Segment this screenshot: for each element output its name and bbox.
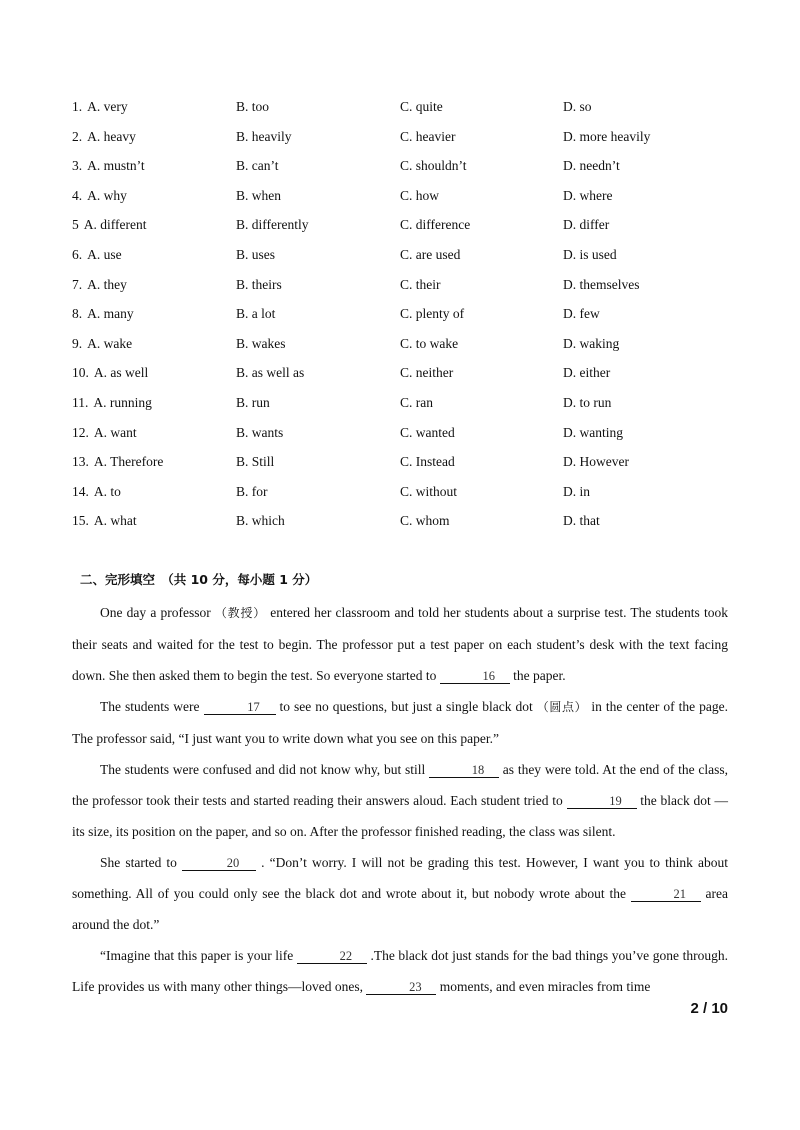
option-d: D. However (563, 454, 629, 470)
option-d: D. themselves (563, 276, 640, 292)
option-d: D. waking (563, 335, 620, 351)
option-b: B. differently (236, 217, 309, 233)
blank-16[interactable]: 16 (440, 669, 510, 684)
option-b: B. Still (236, 454, 275, 470)
blank-22[interactable]: 22 (297, 949, 367, 964)
option-c: C. Instead (400, 454, 455, 470)
option-c: C. heavier (400, 128, 456, 144)
option-b: B. a lot (236, 306, 276, 322)
blank-21[interactable]: 21 (631, 887, 701, 902)
option-a: 2. A. heavy (72, 128, 136, 144)
option-row (72, 392, 732, 422)
option-row (72, 333, 732, 363)
option-c: C. their (400, 276, 441, 292)
section-title: 二、完形填空 （共 10 分，每小题 1 分） (80, 572, 318, 587)
option-b: B. as well as (236, 365, 305, 381)
option-a: 10. A. as well (72, 365, 149, 381)
option-row (72, 126, 732, 156)
option-c: C. difference (400, 217, 471, 233)
paragraph-4: She started to 20 . “Don’t worry. I will not be grading this test. However, I want you to think about something. All of you could only see the black dot and wrote about it, but nobody wrote about the 21 area around the dot.” (72, 855, 728, 932)
option-a: 8. A. many (72, 306, 134, 322)
option-row (72, 510, 732, 540)
option-d: D. few (563, 306, 600, 322)
option-row (72, 244, 732, 274)
option-a: 15. A. what (72, 513, 137, 529)
option-b: B. wants (236, 424, 284, 440)
option-d: D. to run (563, 394, 612, 410)
option-a: 4. A. why (72, 187, 127, 203)
option-a: 3. A. mustn’t (72, 158, 145, 174)
option-d: D. wanting (563, 424, 623, 440)
option-row (72, 362, 732, 392)
option-c: C. without (400, 483, 458, 499)
option-row (72, 481, 732, 511)
option-c: C. how (400, 187, 440, 203)
option-d: D. more heavily (563, 128, 651, 144)
cloze-passage (72, 597, 728, 1002)
option-b: B. run (236, 394, 270, 410)
option-c: C. quite (400, 99, 443, 114)
option-a: 11. A. running (72, 394, 152, 410)
question-number: 9. (72, 335, 83, 351)
option-a: 7. A. they (72, 276, 127, 292)
blank-20[interactable]: 20 (182, 856, 256, 871)
blank-23[interactable]: 23 (366, 980, 436, 995)
question-number: 15. (72, 513, 89, 529)
question-number: 7. (72, 276, 83, 292)
option-row (72, 303, 732, 333)
option-d: D. needn’t (563, 158, 620, 174)
option-row (72, 274, 732, 304)
option-c: C. whom (400, 513, 450, 529)
blank-17[interactable]: 17 (204, 700, 276, 715)
option-d: D. is used (563, 246, 617, 262)
option-d: D. so (563, 99, 592, 114)
option-row (72, 155, 732, 185)
question-number: 3. (72, 158, 83, 174)
page-number: 2 / 10 (690, 1000, 728, 1017)
option-a: 9. A. wake (72, 335, 133, 351)
paragraph-1: One day a professor （教授） entered her classroom and told her students about a surprise test. The students took their seats and waited for the test to begin. The professor put a test paper on each student’s desk with the text facing down. She then asked them to begin the test. So everyone started to 16 the paper. (72, 605, 728, 683)
option-b: B. can’t (236, 158, 279, 174)
question-number: 5 (72, 217, 79, 233)
option-a: 5 A. different (72, 217, 147, 233)
question-number: 11. (72, 394, 89, 410)
option-b: B. when (236, 187, 281, 203)
option-c: C. wanted (400, 424, 455, 440)
blank-19[interactable]: 19 (567, 794, 637, 809)
option-c: C. plenty of (400, 306, 465, 322)
option-b: B. uses (236, 246, 276, 262)
blank-18[interactable]: 18 (429, 763, 499, 778)
paragraph-3: The students were confused and did not know why, but still 18 as they were told. At the end of the class, the professor took their tests and started reading their answers aloud. Each student tried to 19 the black dot — its size, its position on the paper, and so on. After the professor finished reading, the class was silent. (72, 762, 728, 839)
question-number: 10. (72, 365, 89, 381)
option-a: 13. A. Therefore (72, 454, 164, 470)
options-list (72, 96, 732, 540)
option-a: 12. A. want (72, 424, 137, 440)
option-d: D. that (563, 513, 600, 529)
option-b: B. heavily (236, 128, 292, 144)
question-number: 6. (72, 246, 83, 262)
paragraph-5: “Imagine that this paper is your life 22 .The black dot just stands for the bad things you’ve gone through. Life provides us with many other things—loved ones, 23 moments, and even miracles from time (72, 948, 728, 994)
option-b: B. theirs (236, 276, 282, 292)
option-c: C. are used (400, 246, 461, 262)
option-c: C. ran (400, 394, 433, 410)
option-a: 14. A. to (72, 483, 121, 499)
option-a: 1. A. very (72, 99, 128, 114)
question-number: 14. (72, 483, 89, 499)
question-number: 13. (72, 454, 89, 470)
option-d: D. differ (563, 217, 610, 233)
option-c: C. neither (400, 365, 454, 381)
question-number: 1. (72, 99, 83, 114)
question-number: 4. (72, 187, 83, 203)
question-number: 8. (72, 306, 83, 322)
option-row (72, 451, 732, 481)
option-c: C. to wake (400, 335, 459, 351)
option-c: C. shouldn’t (400, 158, 467, 174)
option-d: D. in (563, 483, 590, 499)
paragraph-2: The students were 17 to see no questions, but just a single black dot （圆点） in the center of the page. The professor said, “I just want you to write down what you see on this paper.” (72, 699, 728, 746)
option-d: D. where (563, 187, 613, 203)
option-b: B. too (236, 99, 270, 114)
question-number: 2. (72, 128, 83, 144)
option-a: 6. A. use (72, 246, 122, 262)
option-row (72, 185, 732, 215)
option-row (72, 214, 732, 244)
question-number: 12. (72, 424, 89, 440)
option-d: D. either (563, 365, 611, 381)
option-b: B. which (236, 513, 285, 529)
option-b: B. wakes (236, 335, 286, 351)
option-b: B. for (236, 483, 268, 499)
option-row (72, 96, 732, 126)
option-row (72, 422, 732, 452)
